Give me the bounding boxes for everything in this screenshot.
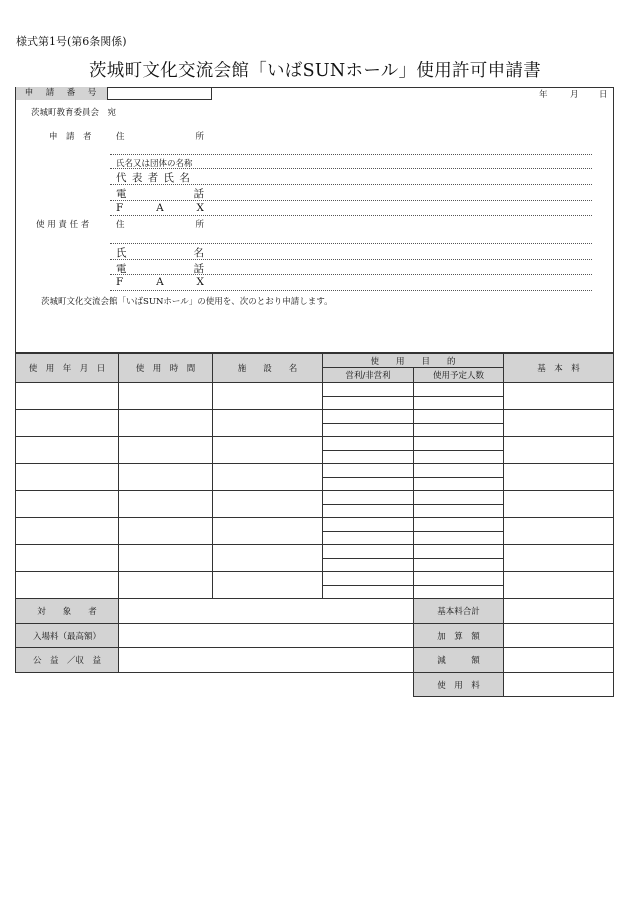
applicant-rep-name-label — [116, 170, 204, 185]
application-number-label: 申 請 番 号 — [16, 87, 108, 100]
reduction-field[interactable] — [503, 647, 614, 673]
profit-type-cell[interactable] — [322, 504, 414, 518]
usage-date-cell[interactable] — [15, 571, 119, 599]
admission-field[interactable] — [118, 623, 414, 648]
usage-date-cell[interactable] — [15, 517, 119, 545]
usage-date-cell[interactable] — [15, 436, 119, 464]
profit-type-cell[interactable] — [322, 544, 414, 559]
header-profit-type: 営利/非営利 — [322, 367, 414, 383]
applicant-address-label — [116, 130, 204, 142]
usage-date-cell[interactable] — [15, 382, 119, 410]
profit-type-cell[interactable] — [322, 517, 414, 532]
profit-type-cell[interactable] — [322, 477, 414, 491]
label-char: A — [156, 276, 164, 288]
usage-fee-label: 使 用 料 — [413, 672, 504, 697]
addressee: 茨城町教育委員会 宛 — [31, 108, 117, 118]
date-day: 日 — [599, 90, 608, 100]
usage-time-cell[interactable] — [118, 517, 213, 545]
usage-time-cell[interactable] — [118, 382, 213, 410]
applicant-address-line[interactable] — [110, 154, 592, 155]
profit-type-cell[interactable] — [322, 490, 414, 505]
expected-people-cell[interactable] — [413, 423, 504, 437]
label-char: F — [116, 276, 124, 288]
label-char: 電 — [116, 263, 127, 275]
profit-type-cell[interactable] — [322, 396, 414, 410]
expected-people-cell[interactable] — [413, 477, 504, 491]
label-char: 名 — [193, 247, 204, 259]
header-base-fee: 基 本 料 — [503, 353, 614, 383]
profit-type-cell[interactable] — [322, 436, 414, 451]
expected-people-cell[interactable] — [413, 531, 504, 545]
label-char: X — [196, 276, 204, 288]
usage-time-cell[interactable] — [118, 571, 213, 599]
profit-type-cell[interactable] — [322, 463, 414, 478]
profit-type-cell[interactable] — [322, 450, 414, 464]
profit-type-cell[interactable] — [322, 423, 414, 437]
facility-name-cell[interactable] — [212, 409, 323, 437]
header-purpose: 使 用 目 的 — [322, 353, 504, 368]
application-statement: 茨城町文化交流会館「いばSUNホール」の使用を、次のとおり申請します。 — [41, 297, 333, 307]
applicant-rep-name-line[interactable] — [110, 184, 592, 185]
surcharge-field[interactable] — [503, 623, 614, 648]
applicant-org-name-line[interactable] — [110, 168, 592, 169]
facility-name-cell[interactable] — [212, 463, 323, 491]
expected-people-cell[interactable] — [413, 436, 504, 451]
responsible-address-line[interactable] — [110, 243, 592, 244]
usage-date-cell[interactable] — [15, 490, 119, 518]
expected-people-cell[interactable] — [413, 558, 504, 572]
usage-date-cell[interactable] — [15, 463, 119, 491]
expected-people-cell[interactable] — [413, 585, 504, 599]
expected-people-cell[interactable] — [413, 382, 504, 397]
profit-type-cell[interactable] — [322, 571, 414, 586]
responsible-address-label — [116, 218, 204, 230]
surcharge-label: 加 算 額 — [413, 623, 504, 648]
expected-people-cell[interactable] — [413, 490, 504, 505]
date-month: 月 — [570, 90, 579, 100]
usage-time-cell[interactable] — [118, 409, 213, 437]
base-fee-cell[interactable] — [503, 463, 614, 491]
facility-name-cell[interactable] — [212, 571, 323, 599]
facility-name-cell[interactable] — [212, 436, 323, 464]
label-char: 話 — [193, 263, 204, 275]
base-fee-cell[interactable] — [503, 382, 614, 410]
expected-people-cell[interactable] — [413, 504, 504, 518]
form-number: 様式第1号(第6条関係) — [16, 35, 127, 48]
usage-time-cell[interactable] — [118, 436, 213, 464]
base-fee-cell[interactable] — [503, 436, 614, 464]
expected-people-cell[interactable] — [413, 463, 504, 478]
usage-date-cell[interactable] — [15, 544, 119, 572]
label-char: 電 — [116, 188, 127, 200]
header-expected-people: 使用予定人数 — [413, 367, 504, 383]
applicant-fax-line[interactable] — [110, 215, 592, 216]
responsible-fax-line[interactable] — [110, 290, 592, 291]
label-char: X — [196, 202, 204, 214]
profit-type-cell[interactable] — [322, 409, 414, 424]
applicant-phone-line[interactable] — [110, 200, 592, 201]
label-char: 住 — [116, 132, 125, 142]
facility-name-cell[interactable] — [212, 382, 323, 410]
base-fee-cell[interactable] — [503, 571, 614, 599]
expected-people-cell[interactable] — [413, 396, 504, 410]
usage-fee-field[interactable] — [503, 672, 614, 697]
expected-people-cell[interactable] — [413, 517, 504, 532]
responsible-phone-line[interactable] — [110, 274, 592, 275]
target-field[interactable] — [118, 598, 414, 624]
label-char: 話 — [193, 188, 204, 200]
base-fee-cell[interactable] — [503, 409, 614, 437]
target-label: 対 象 者 — [15, 598, 119, 624]
label-char: A — [156, 202, 164, 214]
expected-people-cell[interactable] — [413, 544, 504, 559]
profit-type-cell[interactable] — [322, 558, 414, 572]
responsible-fax-label — [116, 276, 204, 288]
usage-time-cell[interactable] — [118, 463, 213, 491]
label-char: 氏 — [116, 247, 127, 259]
facility-name-cell[interactable] — [212, 490, 323, 518]
public-profit-field[interactable] — [118, 647, 414, 673]
applicant-heading: 申 請 者 — [49, 132, 92, 142]
responsible-heading: 使 用 責 任 者 — [36, 220, 90, 230]
base-fee-cell[interactable] — [503, 517, 614, 545]
page-title: 茨城町文化交流会館「いばSUNホール」使用許可申請書 — [89, 61, 541, 81]
applicant-org-name-label: 氏名又は団体の名称 — [116, 159, 193, 169]
base-fee-cell[interactable] — [503, 544, 614, 572]
label-text: 代 表 者 氏 名 — [116, 172, 191, 184]
application-header-box — [15, 87, 614, 353]
profit-type-cell[interactable] — [322, 531, 414, 545]
label-char: F — [116, 202, 124, 214]
responsible-name-label — [116, 245, 204, 260]
profit-type-cell[interactable] — [322, 382, 414, 397]
label-char: 所 — [195, 220, 204, 230]
profit-type-cell[interactable] — [322, 585, 414, 599]
date-year: 年 — [539, 90, 548, 100]
label-char: 住 — [116, 220, 125, 230]
usage-time-cell[interactable] — [118, 490, 213, 518]
facility-name-cell[interactable] — [212, 517, 323, 545]
admission-label: 入場料（最高額） — [15, 623, 119, 648]
base-fee-cell[interactable] — [503, 490, 614, 518]
header-usage-date: 使 用 年 月 日 — [15, 353, 119, 383]
header-usage-time: 使 用 時 間 — [118, 353, 213, 383]
header-facility-name: 施 設 名 — [212, 353, 323, 383]
applicant-fax-label — [116, 202, 204, 214]
usage-time-cell[interactable] — [118, 544, 213, 572]
base-fee-total-field[interactable] — [503, 598, 614, 624]
responsible-name-line[interactable] — [110, 259, 592, 260]
expected-people-cell[interactable] — [413, 571, 504, 586]
usage-date-cell[interactable] — [15, 409, 119, 437]
public-profit-label: 公 益 ／収 益 — [15, 647, 119, 673]
label-char: 所 — [195, 132, 204, 142]
reduction-label: 減 額 — [413, 647, 504, 673]
expected-people-cell[interactable] — [413, 409, 504, 424]
expected-people-cell[interactable] — [413, 450, 504, 464]
base-fee-total-label: 基本料合計 — [413, 598, 504, 624]
facility-name-cell[interactable] — [212, 544, 323, 572]
applicant-phone-label — [116, 186, 204, 201]
